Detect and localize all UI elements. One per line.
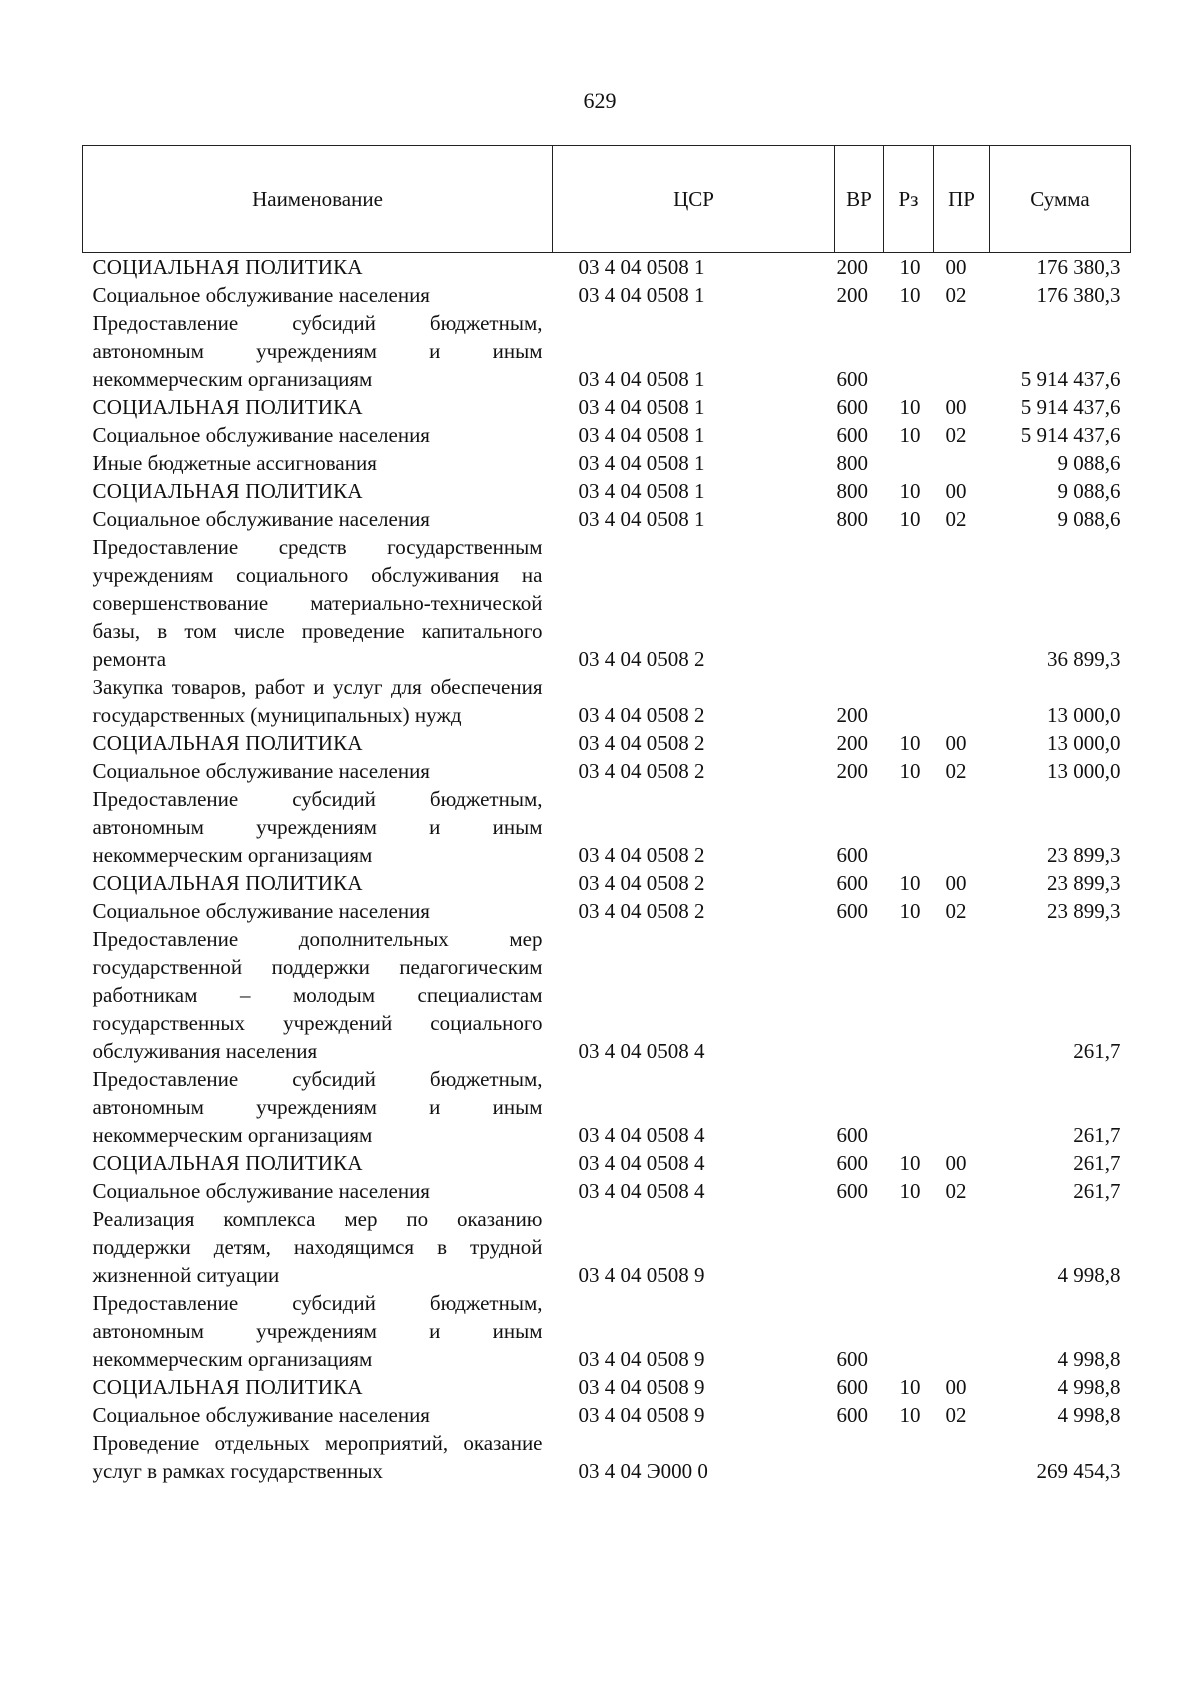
table-row — [83, 253, 1131, 282]
table-row — [83, 1401, 1131, 1429]
cell-pr: 00 — [945, 395, 967, 419]
table-row — [83, 505, 1131, 533]
cell-name: Реализация комплекса мер по оказанию поддержки детям, находящимся в трудной жизненной ситуации — [92, 1207, 543, 1287]
cell-rz: 10 — [899, 871, 921, 895]
cell-csr: 03 4 04 0508 2 — [578, 871, 705, 895]
cell-rz — [884, 785, 934, 869]
cell-sum: 13 000,0 — [1047, 731, 1121, 755]
table-row — [83, 477, 1131, 505]
cell-name: Социальное обслуживание населения — [92, 1179, 430, 1203]
cell-vr: 200 — [836, 255, 868, 279]
cell-rz: 10 — [899, 759, 921, 783]
cell-pr: 00 — [945, 479, 967, 503]
cell-vr: 600 — [836, 1403, 868, 1427]
header-pr: ПР — [934, 146, 990, 253]
cell-csr: 03 4 04 Э000 0 — [578, 1459, 708, 1483]
cell-name: СОЦИАЛЬНАЯ ПОЛИТИКА — [92, 871, 363, 895]
cell-sum: 4 998,8 — [1057, 1403, 1121, 1427]
table-row — [83, 869, 1131, 897]
cell-sum: 261,7 — [1073, 1179, 1121, 1203]
cell-csr: 03 4 04 0508 4 — [578, 1123, 705, 1147]
cell-csr: 03 4 04 0508 9 — [578, 1375, 705, 1399]
cell-csr: 03 4 04 0508 2 — [578, 647, 705, 671]
cell-rz: 10 — [899, 899, 921, 923]
cell-csr: 03 4 04 0508 4 — [578, 1151, 705, 1175]
cell-name: Предоставление дополнительных мер государственной поддержки педагогическим работникам – молодым специалистам государственных учреждений социального обслуживания населения — [92, 927, 543, 1063]
table-header — [83, 146, 1131, 253]
cell-vr: 200 — [836, 283, 868, 307]
cell-sum: 9 088,6 — [1057, 451, 1121, 475]
cell-rz: 10 — [899, 1151, 921, 1175]
cell-vr: 200 — [836, 731, 868, 755]
cell-csr: 03 4 04 0508 1 — [578, 451, 705, 475]
cell-sum: 4 998,8 — [1057, 1347, 1121, 1371]
cell-name: Проведение отдельных мероприятий, оказание услуг в рамках государственных — [92, 1431, 543, 1483]
cell-sum: 4 998,8 — [1057, 1263, 1121, 1287]
cell-pr — [934, 533, 990, 673]
cell-csr: 03 4 04 0508 9 — [578, 1263, 705, 1287]
cell-rz: 10 — [899, 255, 921, 279]
cell-pr — [934, 1065, 990, 1149]
cell-name: Предоставление субсидий бюджетным, автономным учреждениям и иным некоммерческим организациям — [92, 787, 543, 867]
cell-sum: 23 899,3 — [1047, 871, 1121, 895]
cell-sum: 261,7 — [1073, 1039, 1121, 1063]
cell-vr: 600 — [836, 843, 868, 867]
cell-csr: 03 4 04 0508 2 — [578, 759, 705, 783]
cell-name: Социальное обслуживание населения — [92, 507, 430, 531]
cell-pr — [934, 673, 990, 729]
cell-name: Иные бюджетные ассигнования — [92, 451, 377, 475]
cell-rz — [884, 1065, 934, 1149]
cell-pr: 02 — [945, 283, 967, 307]
cell-vr — [835, 925, 884, 1065]
cell-csr: 03 4 04 0508 2 — [578, 703, 705, 727]
cell-vr: 600 — [836, 395, 868, 419]
cell-name: СОЦИАЛЬНАЯ ПОЛИТИКА — [92, 731, 363, 755]
cell-pr: 02 — [945, 759, 967, 783]
cell-name: СОЦИАЛЬНАЯ ПОЛИТИКА — [92, 1151, 363, 1175]
cell-name: Социальное обслуживание населения — [92, 899, 430, 923]
cell-name: Социальное обслуживание населения — [92, 759, 430, 783]
cell-name: Предоставление субсидий бюджетным, автономным учреждениям и иным некоммерческим организациям — [92, 1067, 543, 1147]
cell-csr: 03 4 04 0508 2 — [578, 731, 705, 755]
budget-table — [82, 145, 1131, 1485]
cell-sum: 5 914 437,6 — [1020, 367, 1121, 391]
cell-csr: 03 4 04 0508 2 — [578, 843, 705, 867]
cell-rz: 10 — [899, 1375, 921, 1399]
cell-vr: 600 — [836, 871, 868, 895]
cell-vr: 600 — [836, 1123, 868, 1147]
header-vr: ВР — [835, 146, 884, 253]
cell-rz — [884, 1429, 934, 1485]
cell-pr — [934, 925, 990, 1065]
cell-sum: 9 088,6 — [1057, 507, 1121, 531]
table-row — [83, 1149, 1131, 1177]
cell-csr: 03 4 04 0508 1 — [578, 423, 705, 447]
header-sum: Сумма — [990, 146, 1131, 253]
cell-csr: 03 4 04 0508 1 — [578, 479, 705, 503]
table-row — [83, 1065, 1131, 1149]
cell-name: Социальное обслуживание населения — [92, 283, 430, 307]
cell-pr: 00 — [945, 255, 967, 279]
cell-vr: 600 — [836, 1151, 868, 1175]
cell-vr: 600 — [836, 367, 868, 391]
cell-rz: 10 — [899, 423, 921, 447]
cell-rz: 10 — [899, 395, 921, 419]
table-row — [83, 281, 1131, 309]
cell-sum: 23 899,3 — [1047, 843, 1121, 867]
cell-name: СОЦИАЛЬНАЯ ПОЛИТИКА — [92, 255, 363, 279]
cell-pr: 02 — [945, 423, 967, 447]
cell-vr — [835, 1205, 884, 1289]
header-rz: Рз — [884, 146, 934, 253]
cell-vr: 600 — [836, 1179, 868, 1203]
cell-csr: 03 4 04 0508 4 — [578, 1179, 705, 1203]
cell-rz — [884, 925, 934, 1065]
cell-vr: 600 — [836, 1347, 868, 1371]
cell-vr: 800 — [836, 507, 868, 531]
cell-pr: 02 — [945, 899, 967, 923]
cell-pr: 02 — [945, 1179, 967, 1203]
cell-rz — [884, 309, 934, 393]
table-row — [83, 729, 1131, 757]
cell-pr: 02 — [945, 1403, 967, 1427]
cell-sum: 23 899,3 — [1047, 899, 1121, 923]
cell-name: Предоставление субсидий бюджетным, автономным учреждениям и иным некоммерческим организациям — [92, 1291, 543, 1371]
cell-sum: 176 380,3 — [1036, 283, 1121, 307]
cell-vr: 800 — [836, 479, 868, 503]
cell-pr: 00 — [945, 1151, 967, 1175]
cell-pr: 00 — [945, 731, 967, 755]
cell-csr: 03 4 04 0508 1 — [578, 255, 705, 279]
cell-rz: 10 — [899, 1179, 921, 1203]
cell-name: СОЦИАЛЬНАЯ ПОЛИТИКА — [92, 479, 363, 503]
cell-name: Закупка товаров, работ и услуг для обеспечения государственных (муниципальных) нужд — [92, 675, 543, 727]
table-row — [83, 1177, 1131, 1205]
table-row — [83, 449, 1131, 477]
cell-pr — [934, 1429, 990, 1485]
cell-sum: 13 000,0 — [1047, 703, 1121, 727]
cell-vr: 600 — [836, 423, 868, 447]
cell-vr: 200 — [836, 703, 868, 727]
cell-csr: 03 4 04 0508 2 — [578, 899, 705, 923]
table-row — [83, 1205, 1131, 1289]
cell-name: Социальное обслуживание населения — [92, 423, 430, 447]
cell-sum: 13 000,0 — [1047, 759, 1121, 783]
cell-pr — [934, 1205, 990, 1289]
cell-name: Предоставление средств государственным учреждениям социального обслуживания на совершенствование материально-технической базы, в том числе проведение капитального ремонта — [92, 535, 543, 671]
cell-rz — [884, 1205, 934, 1289]
cell-vr: 800 — [836, 451, 868, 475]
cell-pr — [934, 785, 990, 869]
cell-pr — [934, 309, 990, 393]
table-row — [83, 785, 1131, 869]
cell-name: СОЦИАЛЬНАЯ ПОЛИТИКА — [92, 395, 363, 419]
cell-vr: 600 — [836, 1375, 868, 1399]
page-number: 629 — [583, 88, 617, 113]
cell-csr: 03 4 04 0508 1 — [578, 367, 705, 391]
cell-rz: 10 — [899, 507, 921, 531]
cell-vr: 200 — [836, 759, 868, 783]
cell-name: Социальное обслуживание населения — [92, 1403, 430, 1427]
table-row — [83, 897, 1131, 925]
cell-csr: 03 4 04 0508 1 — [578, 283, 705, 307]
cell-pr: 00 — [945, 1375, 967, 1399]
cell-csr: 03 4 04 0508 1 — [578, 395, 705, 419]
cell-name: Предоставление субсидий бюджетным, автономным учреждениям и иным некоммерческим организациям — [92, 311, 543, 391]
cell-csr: 03 4 04 0508 9 — [578, 1347, 705, 1371]
table-row — [83, 1373, 1131, 1401]
table-row — [83, 673, 1131, 729]
cell-rz: 10 — [899, 283, 921, 307]
header-name: Наименование — [83, 146, 553, 253]
cell-sum: 261,7 — [1073, 1123, 1121, 1147]
cell-pr: 02 — [945, 507, 967, 531]
table-row — [83, 421, 1131, 449]
cell-csr: 03 4 04 0508 4 — [578, 1039, 705, 1063]
table-row — [83, 309, 1131, 393]
cell-rz — [884, 533, 934, 673]
cell-rz — [884, 449, 934, 477]
cell-rz — [884, 1289, 934, 1373]
cell-sum: 269 454,3 — [1036, 1459, 1121, 1483]
table-body — [83, 253, 1131, 1486]
cell-csr: 03 4 04 0508 9 — [578, 1403, 705, 1427]
cell-rz: 10 — [899, 731, 921, 755]
table-row — [83, 1289, 1131, 1373]
table-row — [83, 393, 1131, 421]
cell-vr — [835, 533, 884, 673]
cell-vr: 600 — [836, 899, 868, 923]
cell-rz — [884, 673, 934, 729]
cell-sum: 5 914 437,6 — [1020, 423, 1121, 447]
header-csr: ЦСР — [553, 146, 835, 253]
table-row — [83, 533, 1131, 673]
table-row — [83, 757, 1131, 785]
cell-pr — [934, 449, 990, 477]
cell-sum: 261,7 — [1073, 1151, 1121, 1175]
cell-pr — [934, 1289, 990, 1373]
cell-pr: 00 — [945, 871, 967, 895]
cell-sum: 176 380,3 — [1036, 255, 1121, 279]
cell-sum: 9 088,6 — [1057, 479, 1121, 503]
cell-name: СОЦИАЛЬНАЯ ПОЛИТИКА — [92, 1375, 363, 1399]
cell-sum: 4 998,8 — [1057, 1375, 1121, 1399]
cell-rz: 10 — [899, 479, 921, 503]
cell-sum: 5 914 437,6 — [1020, 395, 1121, 419]
cell-sum: 36 899,3 — [1047, 647, 1121, 671]
cell-rz: 10 — [899, 1403, 921, 1427]
cell-vr — [835, 1429, 884, 1485]
cell-csr: 03 4 04 0508 1 — [578, 507, 705, 531]
table-row — [83, 1429, 1131, 1485]
table-row — [83, 925, 1131, 1065]
